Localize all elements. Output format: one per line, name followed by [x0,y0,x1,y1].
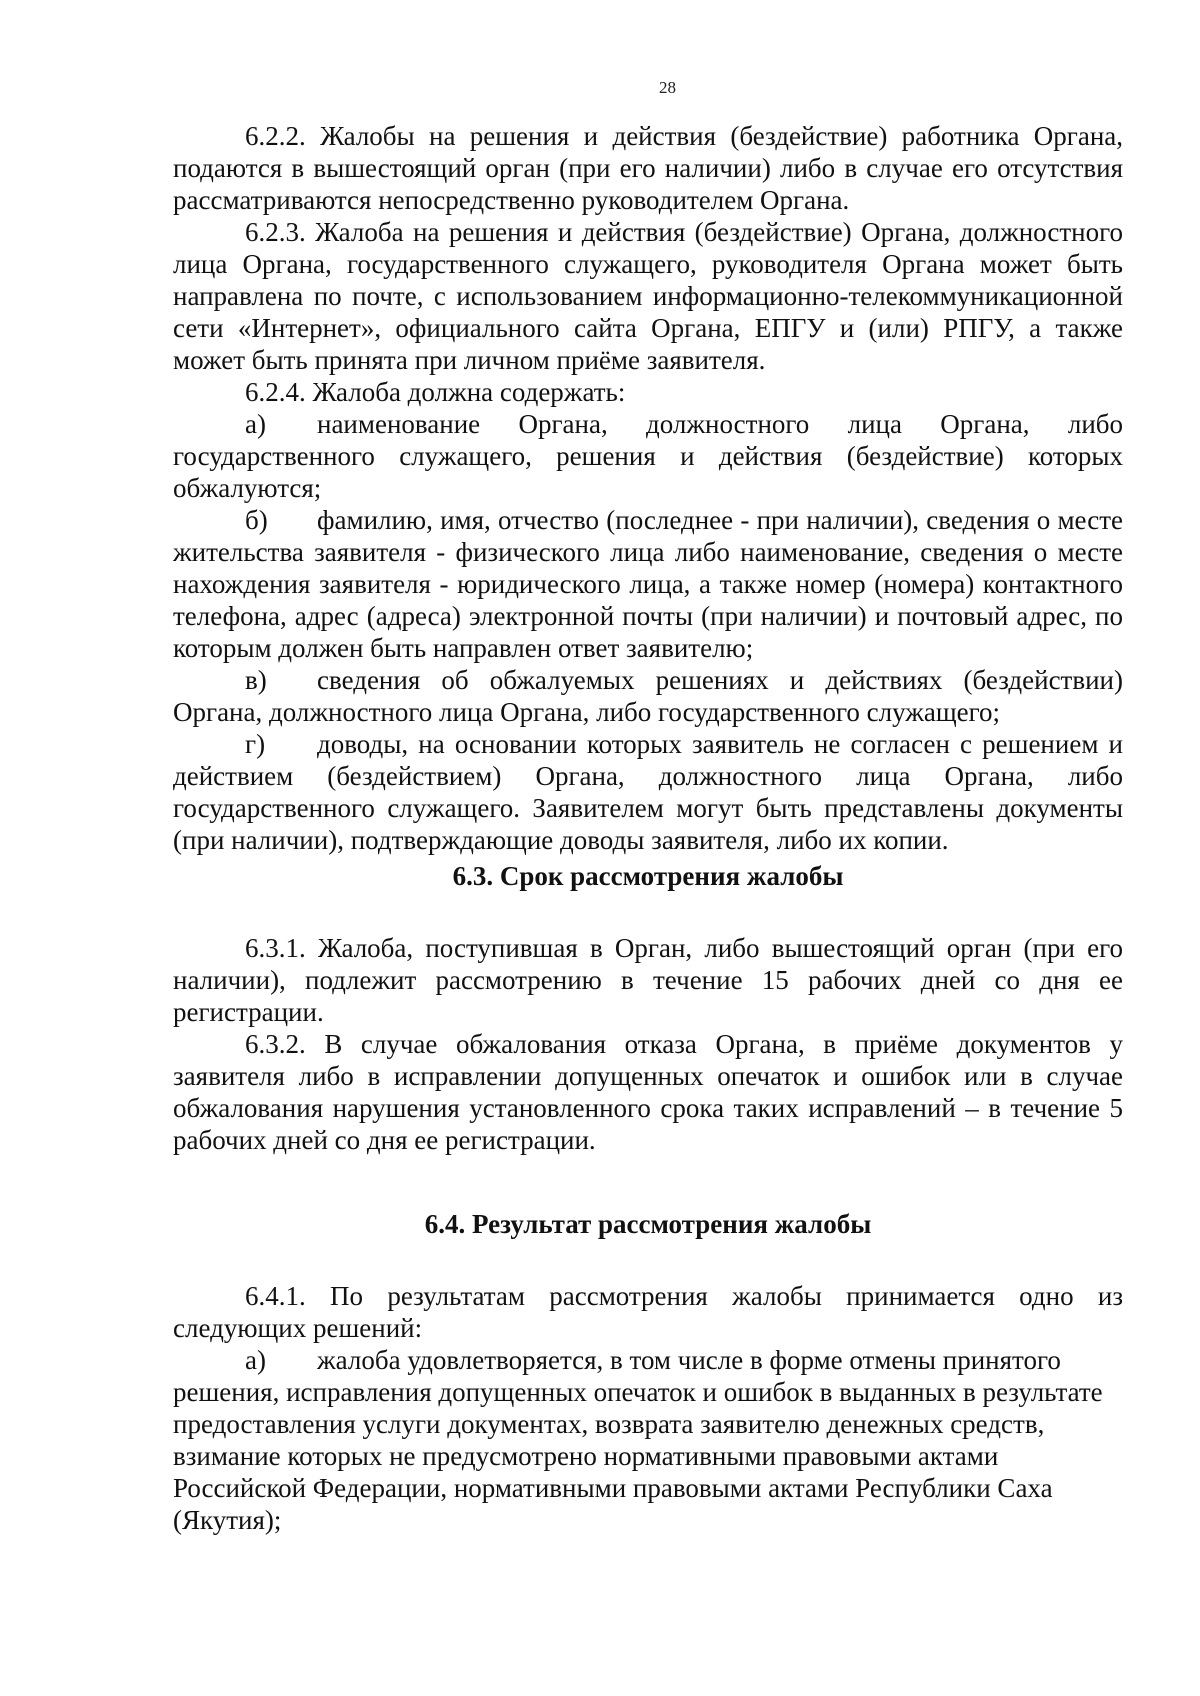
list-item-6-4-1-a [173,1344,1123,1536]
paragraph-6-2-2: 6.2.2. Жалобы на решения и действия (бездействие) работника Органа, подаются в вышестоящий орган (при его наличии) либо в случае его отсутствия рассматриваются непосредственно руководителем Органа. [173,121,1123,215]
list-item-text: жалоба удовлетворяется, в том числе в форме отмены принятого решения, исправления допущенных опечаток и ошибок в выданных в результате предоставления услуги документах, возврата заявителю денежных средств, взимание которых не предусмотрено нормативными правовыми актами Российской Федерации, нормативными правовыми актами Республики Саха (Якутия); [173,1345,1103,1535]
list-marker: а) [245,409,266,439]
section-heading-6-4: 6.4. Результат рассмотрения жалобы [424,1209,872,1239]
list-item-6-2-4-g [173,728,1123,856]
list-item-text: наименование Органа, должностного лица Органа, либо государственного служащего, решения и действия (бездействие) которых обжалуются; [173,409,1123,503]
list-item-text: доводы, на основании которых заявитель не согласен с решением и действием (бездействием) Органа, должностного лица Органа, либо государственного служащего. Заявителем могут быть представлены документы (при наличии), подтверждающие доводы заявителя, либо их копии. [173,729,1123,855]
document-body [173,120,1123,1536]
paragraph-6-2-4: 6.2.4. Жалоба должна содержать: [245,377,626,407]
list-item-text: сведения об обжалуемых решениях и действиях (бездействии) Органа, должностного лица Органа, либо государственного служащего; [173,665,1123,727]
list-item-6-2-4-b [173,504,1123,664]
list-item-6-2-4-a [173,408,1123,504]
list-item-6-2-4-v [173,664,1123,728]
page-number: 28 [659,78,676,97]
paragraph-6-4-1: 6.4.1. По результатам рассмотрения жалобы принимается одно из следующих решений: [173,1281,1123,1343]
paragraph-6-3-1: 6.3.1. Жалоба, поступившая в Орган, либо вышестоящий орган (при его наличии), подлежит рассмотрению в течение 15 рабочих дней со дня ее регистрации. [173,933,1123,1027]
paragraph-6-2-3: 6.2.3. Жалоба на решения и действия (бездействие) Органа, должностного лица Органа, государственного служащего, руководителя Органа может быть направлена по почте, с использованием информационно-телекоммуникационной сети «Интернет», официального сайта Органа, ЕПГУ и (или) РПГУ, а также может быть принята при личном приёме заявителя. [173,217,1123,375]
list-marker: а) [245,1345,266,1375]
list-marker: б) [245,505,268,535]
paragraph-6-3-2: 6.3.2. В случае обжалования отказа Органа, в приёме документов у заявителя либо в исправлении допущенных опечаток и ошибок или в случае обжалования нарушения установленного срока таких исправлений – в течение 5 рабочих дней со дня ее регистрации. [173,1029,1123,1155]
list-marker: г) [245,729,266,759]
list-marker: в) [245,665,267,695]
list-item-text: фамилию, имя, отчество (последнее - при наличии), сведения о месте жительства заявителя - физического лица либо наименование, сведения о месте нахождения заявителя - юридического лица, а также номер (номера) контактного телефона, адрес (адреса) электронной почты (при наличии) и почтовый адрес, по которым должен быть направлен ответ заявителю; [173,505,1123,663]
section-heading-6-3: 6.3. Срок рассмотрения жалобы [452,861,844,891]
